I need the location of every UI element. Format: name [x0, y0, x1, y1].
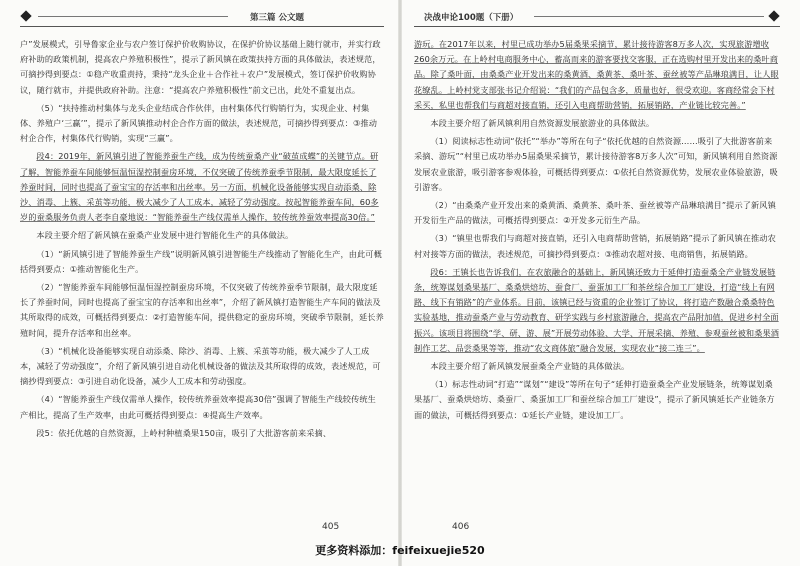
paragraph: （2）“智能养蚕车间能够恒温恒湿控制蚕房环境，不仅突破了传统养蚕季节限制，最大限度延长了养蚕时间，同时也提高了蚕宝宝的存活率和出丝率”，介绍了新风镇打造智能生产车间的做法及其所取得的成效，可概括得到要点：②打造智能车间，提供稳定的蚕房环境，突破季节限制，延长养殖时间，提升存活率和出丝率。	[20, 282, 384, 338]
paragraph: 段5：依托优越的自然资源，上岭村种植桑果150亩，吸引了大批游客前来采摘、	[36, 427, 332, 438]
paragraph: （1）标志性动词“打造”“谋划”“建设”等所在句子“延伸打造蚕桑全产业发展链条，统筹谋划桑果基厂、蚕桑烘焙坊、桑蚕厂、桑蛋加工厂和蚕丝综合加工厂建设”，提示了新风镇延长产业链条方面的做法，可概括得到要点：①延长产业链，建设加工厂。	[414, 379, 775, 420]
left-header-title: 第三篇 公文题	[250, 13, 304, 23]
paragraph: （2）“由桑桑产业开发出来的桑黄酒、桑黄茶、桑叶茶、蚕丝被等产品琳琅满目”提示了新风镇开发衍生产品的做法，可概括得到要点：②开发多元衍生产品。	[414, 200, 776, 226]
paragraph: 本段主要介绍了新风镇在蚕桑产业发展中进行智能化生产的具体做法。	[36, 230, 294, 241]
right-page-body	[414, 37, 780, 423]
paragraph: 本段主要介绍了新风镇利用自然资源发展旅游业的具体做法。	[430, 118, 655, 129]
paragraph: （1）阅读标志性动词“依托”“举办”等所在句子“依托优越的自然资源……吸引了大批游客前来采摘、游玩”“村里已成功举办5届桑果采摘节，累计接待游客8万多人次”可知，新风镇利用自然资源发展农业旅游，吸引游客参观体验，可概括得到要点：①依托自然资源优势，发展农业体验旅游，吸引游客。	[414, 136, 778, 192]
page-number: 405	[322, 522, 340, 532]
paragraph: 游玩。在2017年以来，村里已成功举办5届桑果采摘节，累计接待游客8万多人次，实现旅游增收260余万元。在上岭村电商服务中心，蓄高而来的游客要找交客服，正在选购村里开发出来的桑叶商品。除了桑叶面，由桑桑产业开发出来的桑黄酒、桑黄茶、桑叶茶、蚕丝被等产品琳琅满目，让人眼花缭乱。上岭村党支部张书记介绍说：“我们的产品包含多，质量也好，很受欢迎。客商经常会下村采买，私里也帮我们与商超对接直销，还引入电商帮助营销，拓展销路，产业链比较完善。”	[414, 39, 779, 110]
left-page-body	[20, 37, 384, 441]
paragraph: （4）“智能养蚕生产线仅需单人操作，较传统养蚕效率提高30倍”强调了智能生产线较传统生产相比，提高了生产效率，由此可概括得到要点：④提高生产效率。	[20, 394, 376, 420]
paragraph: 户”发展模式，引导鲁家企业与农户签订保护价收购协议，在保护价协议基础上随行就市，并实行政府补助的政策机制，提高农户养殖积极性”，提示了新风镇在政策扶持方面的具体做法，表述规范，可摘抄得到要点：①稳产收重责持，秉持“龙头企业＋合作社＋农户”发展模式，签订保护价收购协议，随行就市，并提供政府补助。注意：“提高农户养殖积极性”前文已出，此处不重复出点。	[20, 39, 381, 95]
diamond-icon	[20, 10, 32, 22]
paragraph: （5）“扶持推动村集体与龙头企业结成合作伙伴，由村集体代行购销行为，实现企业、村集体、养殖户‘三赢’”，提示了新风镇推动村企合作方面的做法，表述规范，可摘抄得到要点：③推动村企合作，村集体代行购销，实现“三赢”。	[20, 102, 377, 144]
header-rule	[534, 16, 764, 17]
diamond-icon	[768, 10, 780, 22]
paragraph: 段4：2019年，新风镇引进了智能养蚕生产线，成为传统蚕桑产业“破茧成蝶”的关键节点。研了解，智能养蚕车间能够恒温恒湿控制蚕房环境，不仅突破了传统养蚕季节限制，最大限度延长了养蚕时间，同时也提高了蚕宝宝的存活率和出丝率。另一方面，机械化设备能够实现自动添桑、除沙、消毒、上簇、采茧等功能，极大减少了人工成本，减轻了劳动强度。按起智能养蚕车间，60多岁的蚕桑服务负责人老李自豪地说：“智能养蚕生产线仅需单人操作，较传统养蚕效率提高30倍。”	[20, 151, 379, 223]
paragraph: （3）“镇里也帮我们与商超对接直销，还引入电商帮助营销，拓展销路”提示了新风镇在推动农村对接等方面的做法，表述规范，可摘抄得到要点：③推动农超对接、电商销售，拓展销路。	[414, 233, 776, 259]
paragraph: 本段主要介绍了新风镇发展蚕桑全产业链的具体做法。	[430, 361, 630, 372]
header-rule	[38, 16, 228, 17]
footer-note: 更多资料添加：feifeixuejie520	[315, 544, 485, 557]
paragraph: 段6：王镇长也告诉我们，在农旅融合的基础上，新风镇还致力于延伸打造蚕桑全产业链发展链条，统筹谋划桑果基厂、桑桑烘焙坊、蚕食厂、蚕蛋加工厂和茶丝综合加工厂建设，打造“线上有网路、线下有销路”的产业体系。目前，该镇已经与资重的企业签订了协议，将打造产数融合桑桑特色实验基地，推动蚕桑产业与劳动教育、研学实践与乡村旅游融合，提高农产品附加值，促进乡村全面振兴。该项目将围绕“学、研、游、展”开展劳动体验、大学、开展采摘、养殖、参观蚕丝被和桑果酒制作工艺、品尝桑果等等，推动“农文商体旅”融合发展，实现农业“接二连三”。	[414, 266, 780, 353]
right-header-title: 决战申论100题（下册）	[424, 13, 519, 23]
paragraph: （1）“新风镇引进了智能养蚕生产线”说明新风镇引进智能生产线推动了智能化生产，由此可概括得到要点：①推动智能化生产。	[20, 248, 382, 274]
left-page-header	[20, 8, 384, 27]
page-number: 406	[452, 522, 470, 532]
right-page-header	[414, 8, 780, 27]
paragraph: （3）“机械化设备能够实现自动添桑、除沙、消毒、上簇、采茧等功能，极大减少了人工成本，减轻了劳动强度”，介绍了新风镇引进自动化机械设备的做法及其所取得的成效，表述规范，可摘抄得到要点：③引进自动化设备，减少人工成本和劳动强度。	[20, 345, 381, 387]
right-page	[400, 0, 800, 566]
